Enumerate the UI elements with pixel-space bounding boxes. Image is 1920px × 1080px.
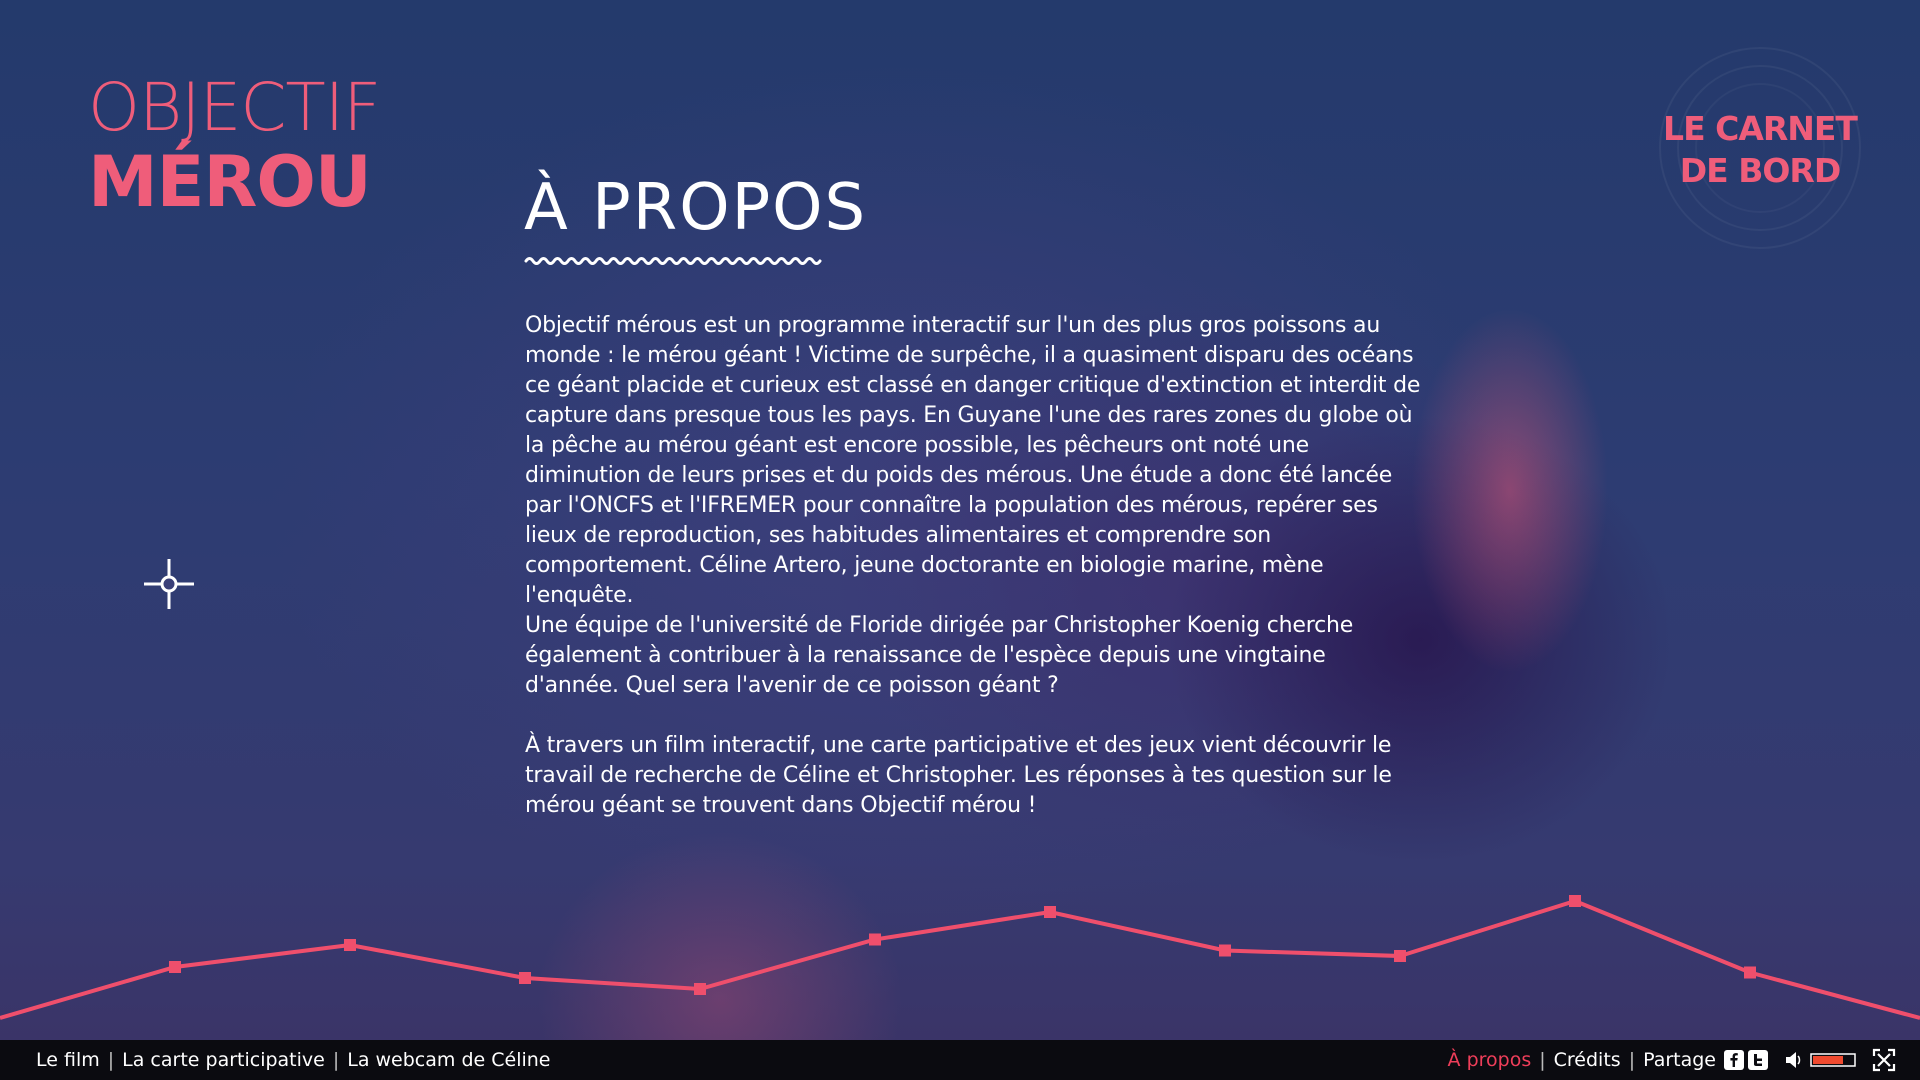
about-text <box>525 311 1425 821</box>
depth-line-chart <box>0 860 1920 1040</box>
chart-point-8[interactable] <box>1394 950 1406 962</box>
about-paragraph-1: Objectif mérous est un programme interactif sur l'un des plus gros poissons au monde : le mérou géant ! Victime de surpêche, il a quasiment disparu des océans ce géant placide et curieux est classé en danger critique d'extinction et interdit de capture dans presque tous les pays. En Guyane l'une des rares zones du globe où la pêche au mérou géant est encore possible, les pêcheurs ont noté une diminution de leurs prises et du poids des mérous. Une étude a donc été lancée par l'ONCFS et l'IFREMER pour connaître la population des mérous, repérer ses lieux de reproduction, ses habitudes alimentaires et comprendre son comportement. Céline Artero, jeune doctorante en biologie marine, mène l'enquête. <box>525 313 1421 608</box>
nav-webcam-celine[interactable]: La webcam de Céline <box>347 1049 551 1071</box>
logo-line2: MÉROU <box>88 141 371 223</box>
chart-point-7[interactable] <box>1219 945 1231 957</box>
carnet-line2: DE BORD <box>1679 151 1841 190</box>
chart-point-6[interactable] <box>1044 906 1056 918</box>
chart-point-2[interactable] <box>344 939 356 951</box>
carnet-line1: LE CARNET <box>1663 109 1857 148</box>
link-partage[interactable]: Partage <box>1643 1049 1716 1071</box>
crosshair-icon[interactable] <box>142 557 196 611</box>
volume-slider[interactable] <box>1810 1053 1856 1067</box>
nav-le-film[interactable]: Le film <box>36 1049 100 1071</box>
chart-point-9[interactable] <box>1569 895 1581 907</box>
twitter-icon[interactable] <box>1748 1050 1768 1070</box>
chart-series-line <box>0 901 1920 1018</box>
about-paragraph-3: À travers un film interactif, une carte participative et des jeux vient découvrir le travail de recherche de Céline et Christopher. Les réponses à tes question sur le mérou géant se trouvent dans Objectif mérou ! <box>525 733 1392 818</box>
logo-line1: OBJECTIF <box>88 69 381 146</box>
speaker-icon[interactable] <box>1784 1050 1804 1070</box>
facebook-icon[interactable] <box>1724 1050 1744 1070</box>
about-paragraph-2: Une équipe de l'université de Floride dirigée par Christopher Koenig cherche également à contribuer à la renaissance de l'espèce depuis une vingtaine d'année. Quel sera l'avenir de ce poisson géant ? <box>525 613 1354 698</box>
link-a-propos[interactable]: À propos <box>1447 1049 1532 1071</box>
chart-point-1[interactable] <box>169 961 181 973</box>
chart-point-3[interactable] <box>519 972 531 984</box>
fullscreen-icon[interactable] <box>1872 1048 1896 1072</box>
carnet-de-bord-button[interactable] <box>1650 40 1870 260</box>
chart-point-5[interactable] <box>869 934 881 946</box>
page-title: À PROPOS <box>524 171 868 245</box>
chart-point-10[interactable] <box>1744 967 1756 979</box>
chart-point-4[interactable] <box>694 983 706 995</box>
footer-bar: Le film | La carte participative | La webcam de Céline À propos | Crédits | Partage <box>0 1040 1920 1080</box>
nav-carte-participative[interactable]: La carte participative <box>122 1049 325 1071</box>
logo[interactable] <box>88 69 381 223</box>
wave-underline <box>524 254 824 268</box>
link-credits[interactable]: Crédits <box>1553 1049 1621 1071</box>
